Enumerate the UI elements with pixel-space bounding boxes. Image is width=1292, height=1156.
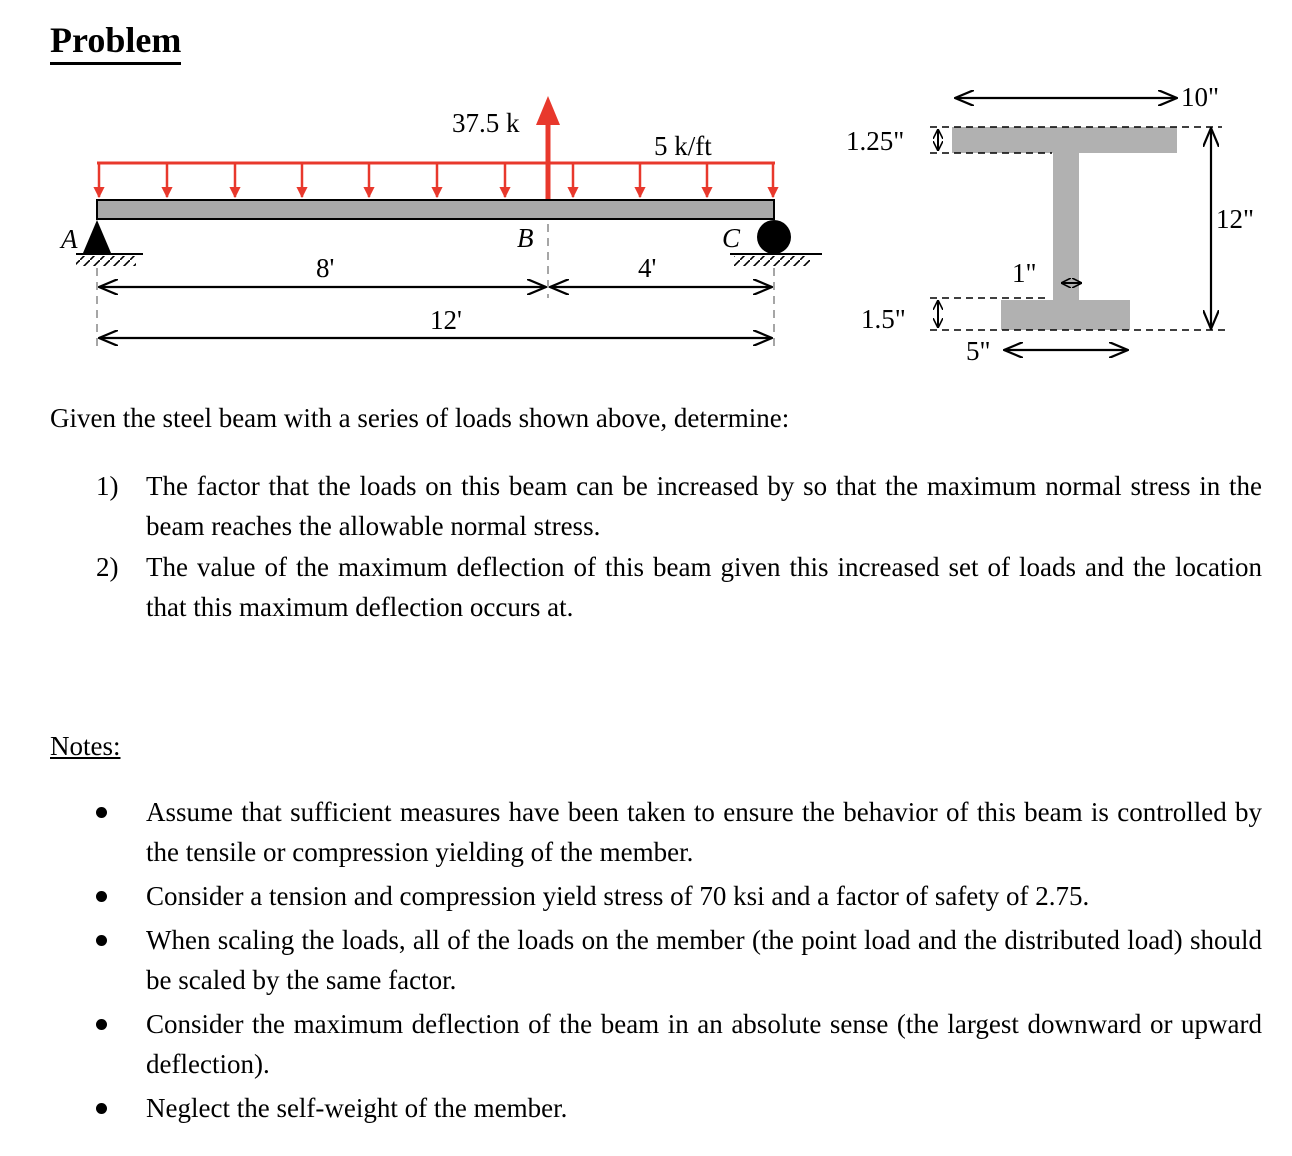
notes-heading: Notes: [50,731,121,761]
note-item [96,1004,1262,1084]
bottom-flange-thickness-label: 1.5" [861,304,906,334]
top-flange-thickness-label: 1.25" [846,126,905,156]
note-text: Consider a tension and compression yield stress of 70 ksi and a factor of safety of 2.75. [146,881,1090,911]
support-c-label: C [722,223,741,253]
note-item [96,792,1262,872]
question-number: 1) [96,471,119,501]
note-text: Assume that sufficient measures have been taken to ensure the behavior of this beam is controlled by the tensile or compression yielding of the member. [146,797,1262,867]
bullet-icon [96,1019,107,1030]
question-item [96,466,1262,546]
intro-text: Given the steel beam with a series of loads shown above, determine: [50,403,790,433]
beam [97,200,774,219]
bottom-flange-width-label: 5" [966,336,991,366]
distributed-load [97,163,775,197]
dim-ac-label: 12' [430,305,462,335]
page-title: Problem [50,18,181,65]
problem-figure [0,0,1292,380]
web-thickness-label: 1" [1012,258,1037,288]
question-text: The value of the maximum deflection of this beam given this increased set of loads and the location that this maximum deflection occurs at. [146,552,1262,622]
distributed-load-label: 5 k/ft [654,131,712,161]
note-text: Neglect the self-weight of the member. [146,1093,568,1123]
note-text: Consider the maximum deflection of the beam in an absolute sense (the largest downward or upward deflection). [146,1009,1262,1079]
notes-list [96,792,1262,1132]
note-text: When scaling the loads, all of the loads on the member (the point load and the distributed load) should be scaled by the same factor. [146,925,1262,995]
beam-cross-section [952,127,1177,330]
roller-support-c [730,220,822,266]
depth-label: 12" [1216,204,1255,234]
bullet-icon [96,891,107,902]
question-number: 2) [96,552,119,582]
note-item [96,876,1262,916]
note-item [96,920,1262,1000]
note-item [96,1088,1262,1128]
dim-bc-label: 4' [638,253,657,283]
pin-support-a [76,220,143,266]
point-load-arrow [536,96,560,200]
top-flange-width-label: 10" [1181,82,1220,112]
question-item [96,547,1262,627]
dim-ab-label: 8' [316,253,335,283]
point-b-label: B [517,223,534,253]
question-list [96,466,1262,628]
question-text: The factor that the loads on this beam can be increased by so that the maximum normal stress in the beam reaches the allowable normal stress. [146,471,1262,541]
support-a-label: A [61,224,78,254]
bullet-icon [96,935,107,946]
point-load-label: 37.5 k [452,108,520,138]
bullet-icon [96,807,107,818]
bullet-icon [96,1103,107,1114]
